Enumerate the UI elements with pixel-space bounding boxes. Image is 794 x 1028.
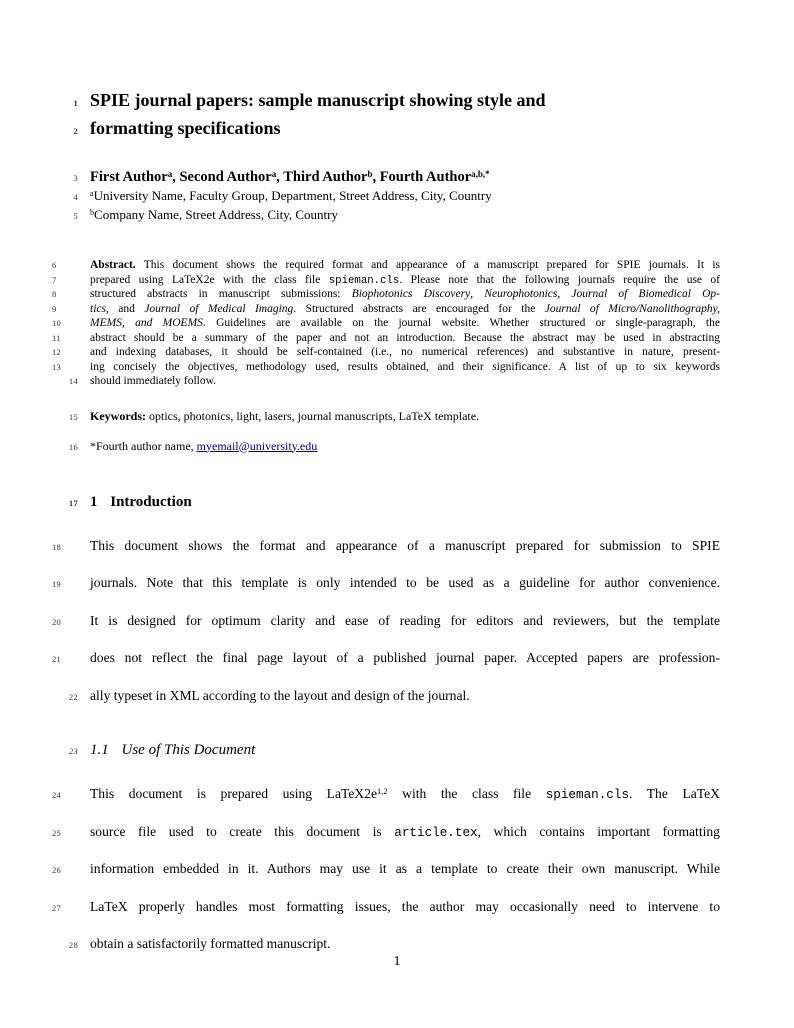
doc-line bbox=[52, 316, 720, 331]
line-number: 1 bbox=[73, 98, 78, 108]
doc-line bbox=[52, 564, 720, 602]
text-segment: journals. Note that this template is only intended to be used as a guideline for author convenience. bbox=[90, 575, 720, 590]
line-number: 9 bbox=[52, 303, 57, 314]
line-number: 3 bbox=[73, 173, 78, 183]
doc-line bbox=[52, 850, 720, 888]
text-segment: b bbox=[367, 168, 373, 179]
text-segment: Neurophotonics bbox=[484, 288, 558, 300]
text-segment: Keywords: bbox=[90, 408, 146, 423]
line-number: 28 bbox=[68, 940, 78, 950]
line-number: 22 bbox=[68, 691, 78, 702]
line-number: 27 bbox=[52, 902, 62, 913]
title-block bbox=[73, 88, 720, 144]
doc-line bbox=[52, 331, 720, 346]
line-number: 13 bbox=[52, 361, 62, 372]
doc-line bbox=[68, 374, 720, 389]
text-segment: a bbox=[167, 168, 173, 179]
page-number: 1 bbox=[393, 954, 401, 969]
text-segment: Company Name, Street Address, City, Country bbox=[94, 207, 338, 222]
text-segment: 1.1 bbox=[90, 742, 109, 758]
authors-block bbox=[73, 168, 720, 225]
text-segment: information embedded in it. Authors may use it as a template to create their own manuscript. While bbox=[90, 861, 720, 876]
line-number: 12 bbox=[52, 347, 62, 357]
line-number: 4 bbox=[73, 192, 78, 202]
doc-line bbox=[68, 677, 720, 717]
footnote-block bbox=[68, 438, 720, 455]
text-segment: SPIE journal papers: sample manuscript showing style and bbox=[90, 90, 546, 110]
section-heading-introduction bbox=[68, 492, 720, 513]
doc-line bbox=[52, 287, 721, 302]
text-segment: , Second Author bbox=[172, 169, 272, 185]
text-segment: Biophotonics Discovery bbox=[351, 288, 471, 300]
text-segment: Journal of Biomedical Op- bbox=[571, 288, 721, 300]
line-number: 5 bbox=[73, 211, 78, 221]
text-segment: Use of This Document bbox=[121, 742, 256, 758]
text-segment: This document shows the required format and appearance of a manuscript prepared for SPIE journals. It is bbox=[135, 259, 720, 271]
text-segment: 1 bbox=[90, 493, 98, 510]
text-segment: Journal of Medical Imaging bbox=[144, 302, 294, 315]
text-segment: a bbox=[90, 189, 94, 199]
text-segment: and indexing databases, it should be self-contained (i.e., no numerical references) and substantive in nature, present- bbox=[90, 346, 720, 358]
doc-line bbox=[52, 360, 720, 375]
line-number: 24 bbox=[52, 790, 62, 800]
line-number: 10 bbox=[52, 318, 62, 328]
text-segment: structured abstracts in manuscript submissions: bbox=[90, 288, 352, 300]
text-segment: 1,2 bbox=[377, 786, 388, 797]
text-segment: This document is prepared using LaTeX2e bbox=[90, 786, 378, 801]
email-link[interactable]: myemail@university.edu bbox=[196, 438, 318, 453]
doc-line bbox=[68, 408, 720, 425]
line-number: 14 bbox=[68, 376, 78, 386]
keywords-block bbox=[68, 408, 720, 425]
body-paragraph bbox=[52, 775, 720, 965]
text-segment: , and bbox=[105, 302, 145, 315]
line-number: 25 bbox=[52, 827, 62, 838]
doc-line bbox=[52, 639, 720, 677]
text-segment: First Author bbox=[90, 169, 168, 185]
text-segment: does not reflect the final page layout of a published journal paper. Accepted papers are profession- bbox=[90, 650, 720, 665]
text-segment: Introduction bbox=[110, 493, 192, 510]
text-segment: Journal of Micro/Nanolithography, bbox=[544, 302, 720, 315]
text-segment: . Please note that the following journals require the use of bbox=[399, 273, 721, 286]
text-segment: , Third Author bbox=[276, 169, 368, 185]
text-segment: . Guidelines are available on the journal website. Whether structured or single-paragraph, the bbox=[202, 317, 720, 329]
text-segment: with the class file bbox=[387, 786, 546, 801]
text-segment: It is designed for optimum clarity and ease of reading for editors and reviewers, but the template bbox=[90, 612, 720, 628]
text-segment: ally typeset in XML according to the layout and design of the journal. bbox=[90, 687, 470, 703]
line-number: 19 bbox=[52, 579, 62, 589]
text-segment: , Fourth Author bbox=[372, 169, 472, 185]
text-segment: article.tex bbox=[394, 824, 478, 840]
text-segment: . The LaTeX bbox=[629, 786, 720, 801]
text-segment: obtain a satisfactorily formatted manuscript. bbox=[90, 936, 331, 951]
doc-line bbox=[68, 740, 720, 761]
text-segment: This document shows the format and appearance of a manuscript prepared for submission to SPIE bbox=[90, 537, 720, 553]
doc-line bbox=[73, 187, 720, 206]
line-number: 18 bbox=[52, 541, 62, 552]
line-number: 7 bbox=[52, 274, 57, 285]
text-segment: ing concisely the objectives, methodology used, results obtained, and their significance. A list of up to six keywords bbox=[90, 360, 720, 373]
text-segment: *Fourth author name, bbox=[90, 438, 197, 453]
text-segment: optics, photonics, light, lasers, journal manuscripts, LaTeX template. bbox=[146, 408, 480, 423]
text-segment: Abstract. bbox=[90, 259, 136, 271]
text-segment: spieman.cls bbox=[328, 274, 400, 287]
line-number: 8 bbox=[52, 289, 57, 299]
doc-line bbox=[73, 116, 720, 144]
doc-line bbox=[52, 602, 720, 640]
doc-line bbox=[73, 168, 720, 187]
line-number: 17 bbox=[68, 497, 78, 508]
line-number: 11 bbox=[52, 332, 61, 343]
text-segment: , which contains important formatting bbox=[477, 823, 720, 839]
document-content bbox=[52, 88, 721, 965]
text-segment: . Structured abstracts are encouraged for the bbox=[293, 302, 545, 315]
line-number: 26 bbox=[52, 865, 62, 875]
text-segment: MEMS, and MOEMS bbox=[90, 317, 203, 329]
line-number: 2 bbox=[73, 126, 78, 136]
body-paragraph bbox=[52, 527, 720, 717]
text-segment: a,b,* bbox=[471, 168, 490, 179]
subsection-heading-use-of-this-document bbox=[68, 740, 720, 761]
text-segment: LaTeX properly handles most formatting issues, the author may occasionally need to intervene to bbox=[90, 898, 720, 914]
text-segment: a bbox=[271, 168, 277, 179]
text-segment: spieman.cls bbox=[545, 787, 630, 802]
doc-line bbox=[73, 88, 720, 116]
doc-line bbox=[52, 775, 720, 813]
doc-line bbox=[52, 888, 720, 926]
text-segment: source file used to create this document is bbox=[90, 823, 395, 839]
text-segment: b bbox=[90, 208, 95, 218]
text-segment: prepared using LaTeX2e with the class file bbox=[90, 273, 329, 286]
line-number: 16 bbox=[68, 441, 78, 452]
line-number: 6 bbox=[52, 260, 57, 270]
doc-line bbox=[52, 273, 721, 288]
line-number: 20 bbox=[52, 616, 62, 627]
text-segment: formatting specifications bbox=[90, 118, 281, 138]
doc-line bbox=[52, 258, 720, 273]
doc-line bbox=[52, 813, 720, 851]
line-number: 15 bbox=[68, 411, 78, 422]
doc-line bbox=[73, 206, 720, 225]
line-number: 21 bbox=[52, 654, 62, 664]
doc-line bbox=[52, 302, 720, 317]
doc-line bbox=[68, 438, 720, 455]
doc-line bbox=[68, 492, 720, 513]
text-segment: , bbox=[470, 288, 485, 300]
abstract-block bbox=[52, 258, 721, 389]
text-segment: abstract should be a summary of the paper and not an introduction. Because the abstract may be used in abstracting bbox=[90, 331, 720, 344]
text-segment: University Name, Faculty Group, Department, Street Address, City, Country bbox=[93, 188, 492, 203]
line-number: 23 bbox=[68, 746, 78, 756]
text-segment: should immediately follow. bbox=[90, 375, 217, 387]
text-segment: , bbox=[557, 288, 572, 300]
doc-line bbox=[52, 345, 720, 360]
text-segment: tics bbox=[90, 302, 106, 315]
doc-line bbox=[52, 527, 720, 565]
